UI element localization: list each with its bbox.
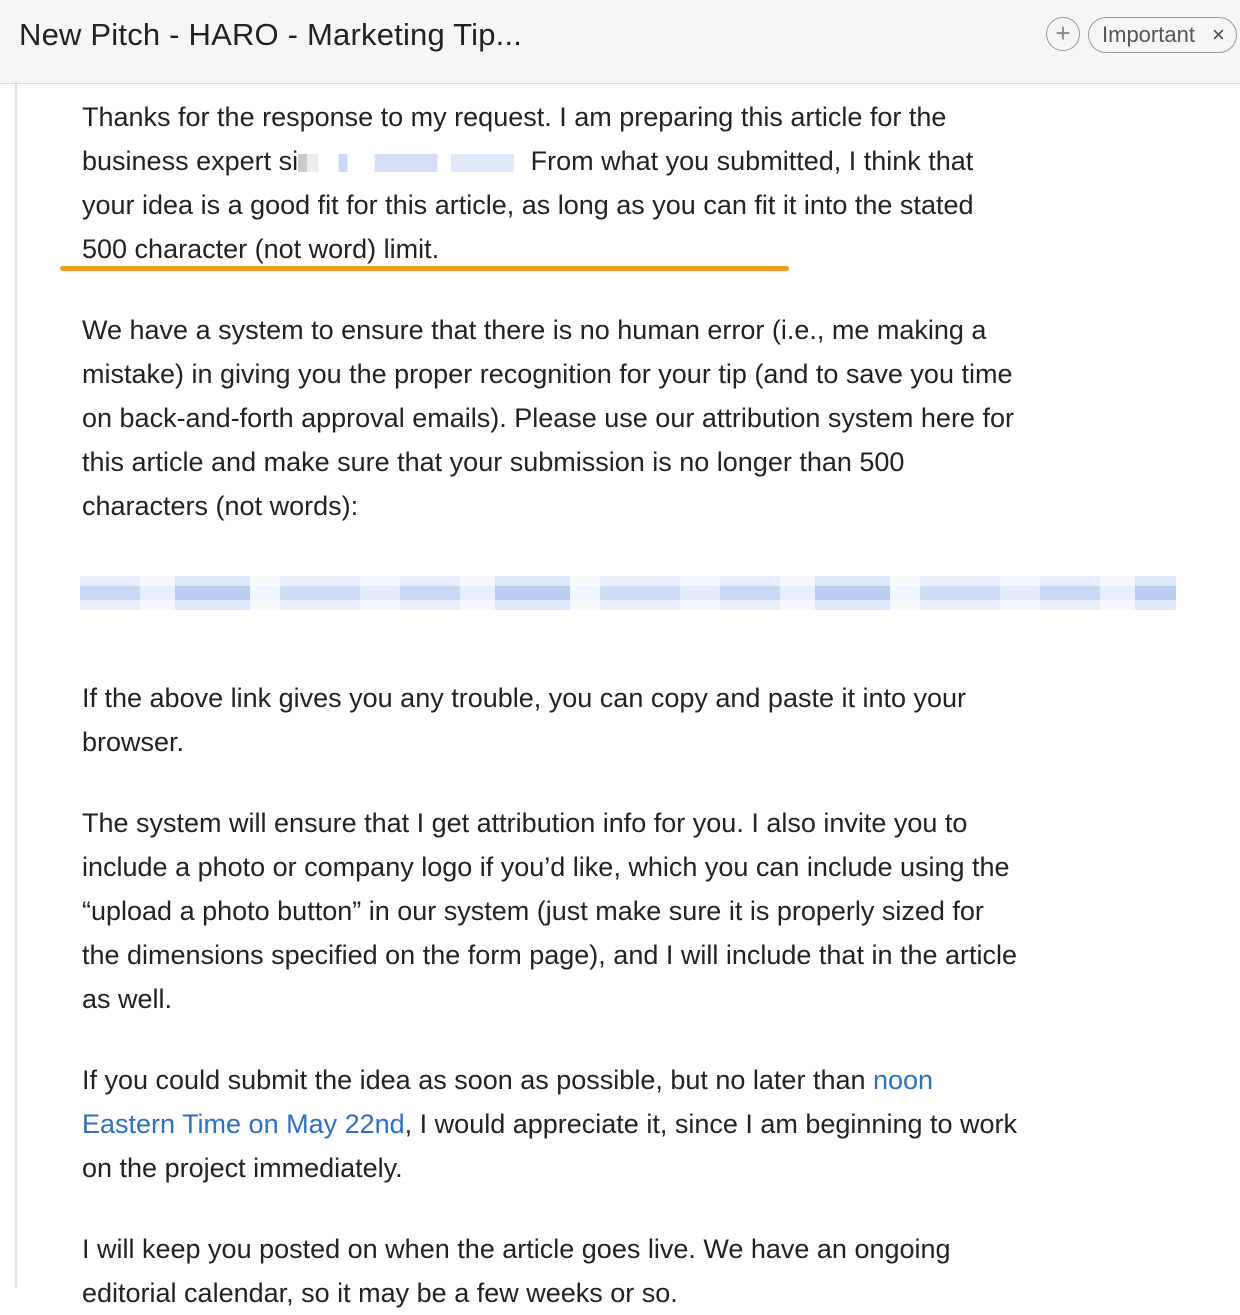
- highlight-underline: [60, 266, 789, 271]
- email-header: [0, 0, 1240, 84]
- paragraph-text: From what you submitted, I think that your idea is a good fit for this article, as long as you can fit it into the stated 500 character (not word) limit.: [82, 146, 974, 264]
- email-subject: New Pitch - HARO - Marketing Tip...: [19, 17, 523, 52]
- paragraph-closing: I will keep you posted on when the article goes live. We have an ongoing editorial calendar, so it may be a few weeks or so.: [82, 1234, 951, 1308]
- paragraph-deadline: [82, 1058, 1022, 1190]
- deadline-date-link[interactable]: noon Eastern Time on May 22nd: [82, 1065, 934, 1139]
- add-label-button[interactable]: +: [1046, 17, 1080, 51]
- paragraph-text: , I would appreciate it, since I am beginning to work on the project immediately.: [82, 1109, 1017, 1183]
- paragraph-text: If you could submit the idea as soon as possible, but no later than: [82, 1065, 873, 1095]
- paragraph-photo-upload: The system will ensure that I get attribution info for you. I also invite you to include a photo or company logo if you’d like, which you can include using the “upload a photo button” in our system (just make sure it is properly sized for the dimensions specified on the form page), and I will include that in the article as well.: [82, 808, 1018, 1014]
- email-body: [82, 95, 1022, 1315]
- close-icon[interactable]: ×: [1212, 22, 1225, 47]
- paragraph-link-trouble: If the above link gives you any trouble, you can copy and paste it into your browser.: [82, 683, 967, 757]
- label-chip-text: Important: [1102, 22, 1195, 47]
- label-chip-important[interactable]: [1088, 17, 1237, 53]
- redacted-attribution-link[interactable]: [80, 576, 1176, 610]
- redacted-site-name: [298, 154, 523, 172]
- message-thread-rule: [15, 84, 17, 1288]
- paragraph-text: Thanks for the response to my request. I am preparing this article for the business expert si: [82, 102, 947, 176]
- paragraph-request-response: [82, 95, 1022, 271]
- paragraph-attribution-system: We have a system to ensure that there is no human error (i.e., me making a mistake) in giving you the proper recognition for your tip (and to save you time on back-and-forth approval emails). Please use our attribution system here for this article and make sure that your submission is no longer than 500 characters (not words):: [82, 315, 1014, 521]
